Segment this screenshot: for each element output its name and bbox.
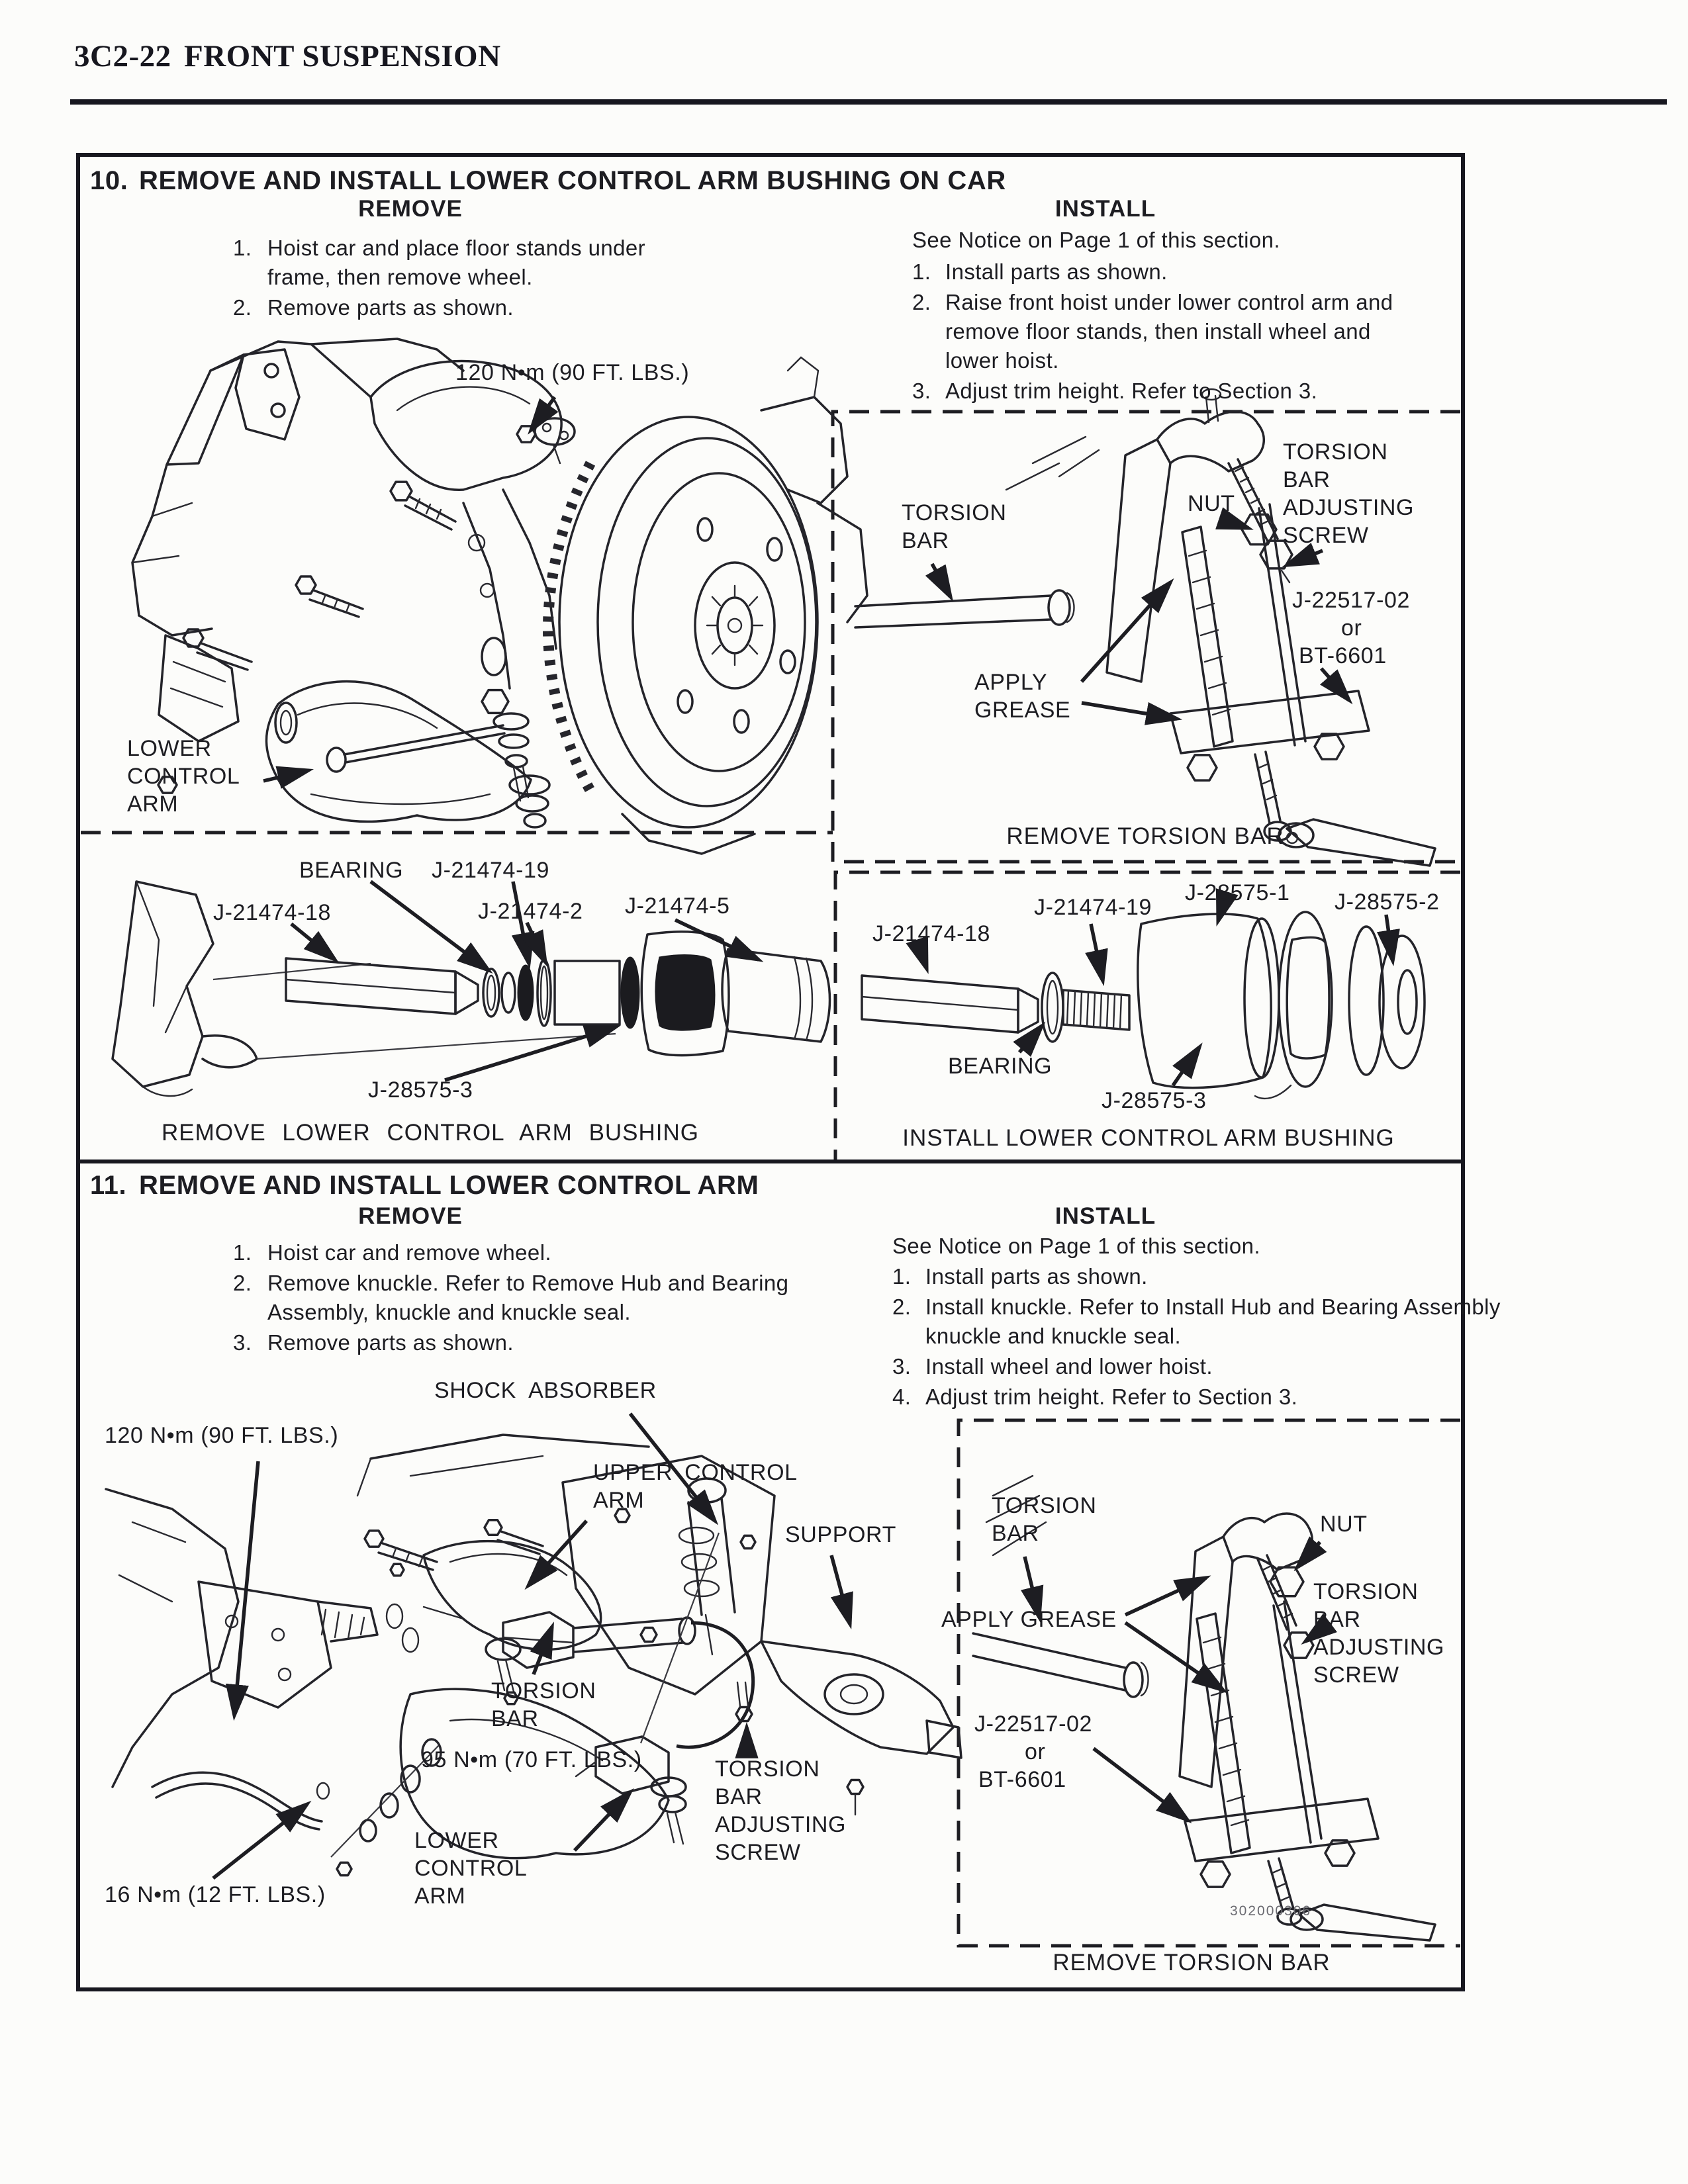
step-line: Hoist car and place floor stands under: [267, 236, 646, 260]
label-support: SUPPORT: [785, 1522, 896, 1547]
install-notice-11: See Notice on Page 1 of this section.: [892, 1234, 1260, 1258]
arrow-bearing-c: [371, 882, 489, 970]
install-notice-10: See Notice on Page 1 of this section.: [912, 228, 1280, 252]
label-bearing-c: BEARING: [299, 858, 404, 883]
label-adjusting-screw-10: SCREW: [1283, 523, 1369, 548]
step-line: Hoist car and remove wheel.: [267, 1240, 551, 1265]
label-adjusting-screw-f: SCREW: [1313, 1662, 1399, 1688]
step-line: Remove parts as shown.: [267, 1330, 514, 1355]
label-apply-grease-10: GREASE: [974, 698, 1071, 723]
label-nut-10: NUT: [1188, 491, 1235, 516]
label-j28575-3-c: J-28575-3: [368, 1077, 473, 1103]
step-number: 2.: [892, 1295, 912, 1319]
label-lower-control-arm-10: ARM: [127, 792, 179, 817]
label-torque-120-11: 120 N•m (90 FT. LBS.): [105, 1423, 339, 1448]
arrow-j28575-3-c: [445, 1027, 616, 1080]
label-lower-control-arm-10: LOWER: [127, 736, 212, 761]
label-nut-f: NUT: [1320, 1512, 1368, 1537]
label-j21474-2-c: J-21474-2: [478, 899, 583, 924]
arrow-j21474-5-c: [675, 920, 759, 960]
arrow-torque-16: [213, 1804, 307, 1878]
step-line: Install knuckle. Refer to Install Hub and Bearing Assembly: [925, 1295, 1501, 1319]
step-number: 1.: [233, 236, 252, 260]
label-tool-or-f: or: [1025, 1739, 1046, 1764]
arrow-support: [831, 1555, 850, 1624]
arrow-j21474-2-c: [527, 923, 545, 962]
step-line: knuckle and knuckle seal.: [925, 1324, 1182, 1348]
page-code: 3C2-22: [74, 39, 171, 73]
label-apply-grease-f: APPLY GREASE: [941, 1607, 1117, 1632]
section-11-number: 11.: [90, 1171, 127, 1200]
step-number: 1.: [912, 259, 931, 284]
step-line: Adjust trim height. Refer to Section 3.: [925, 1385, 1298, 1409]
arrow-apply-grease-lower-f: [1125, 1623, 1223, 1690]
step-line: Install wheel and lower hoist.: [925, 1354, 1213, 1379]
label-torsion-bar-11: BAR: [491, 1706, 539, 1731]
label-adjusting-screw-10: BAR: [1283, 467, 1331, 492]
step-line: Remove parts as shown.: [267, 295, 514, 320]
install-heading-10: INSTALL: [1055, 196, 1156, 222]
label-adjusting-screw-f: ADJUSTING: [1313, 1635, 1445, 1660]
step-number: 1.: [892, 1264, 912, 1289]
step-number: 1.: [233, 1240, 252, 1265]
label-adjusting-screw-11: ADJUSTING: [715, 1812, 847, 1837]
label-shock-absorber: SHOCK ABSORBER: [434, 1378, 657, 1403]
label-apply-grease-10: APPLY: [974, 670, 1048, 695]
arrow-j21474-18-d: [919, 945, 927, 969]
label-lower-control-arm-11: CONTROL: [414, 1856, 528, 1881]
label-lower-control-arm-10: CONTROL: [127, 764, 240, 789]
arrow-nut-f: [1297, 1542, 1320, 1567]
label-j28575-3-d: J-28575-3: [1102, 1088, 1207, 1113]
label-lower-control-arm-11: ARM: [414, 1884, 466, 1909]
caption-remove-torsion-bar-11: REMOVE TORSION BAR: [1053, 1950, 1331, 1976]
caption-install-bushing: INSTALL LOWER CONTROL ARM BUSHING: [902, 1125, 1395, 1151]
arrow-j21474-19-d: [1091, 924, 1103, 981]
step-line: frame, then remove wheel.: [267, 265, 533, 289]
label-tool-alt-10: BT-6601: [1299, 643, 1387, 668]
page-borders: [70, 99, 1667, 1989]
label-torque-95: 95 N•m (70 FT. LBS.): [421, 1747, 642, 1772]
label-j21474-18-c: J-21474-18: [213, 900, 332, 925]
step-line: lower hoist.: [945, 348, 1059, 373]
label-tool-or-10: or: [1341, 615, 1362, 641]
remove-heading-11: REMOVE: [358, 1203, 463, 1229]
label-upper-control-arm: ARM: [593, 1488, 645, 1513]
label-adjusting-screw-11: SCREW: [715, 1840, 801, 1865]
step-number: 4.: [892, 1385, 912, 1409]
arrow-apply-grease-upper-10: [1082, 582, 1170, 682]
label-adjusting-screw-f: BAR: [1313, 1607, 1361, 1632]
figure-remove-lower-control-arm: [106, 1414, 961, 1878]
page-title: FRONT SUSPENSION: [184, 39, 501, 73]
caption-remove-torsion-bar-10: REMOVE TORSION BAR: [1006, 823, 1284, 849]
figure-number: 302000306: [1230, 1903, 1312, 1919]
label-j21474-5-c: J-21474-5: [625, 893, 730, 919]
arrow-tool-f: [1094, 1749, 1188, 1820]
label-torque-120-10: 120 N•m (90 FT. LBS.): [455, 360, 690, 385]
install-heading-11: INSTALL: [1055, 1203, 1156, 1229]
step-line: Assembly, knuckle and knuckle seal.: [267, 1300, 631, 1324]
label-lower-control-arm-11: LOWER: [414, 1828, 499, 1853]
label-adjusting-screw-11: TORSION: [715, 1756, 820, 1782]
label-torsion-bar-10: TORSION: [902, 500, 1007, 525]
section-10-number: 10.: [90, 166, 128, 195]
label-tool-alt-f: BT-6601: [978, 1767, 1066, 1792]
step-number: 3.: [892, 1354, 912, 1379]
step-number: 3.: [233, 1330, 252, 1355]
label-adjusting-screw-11: BAR: [715, 1784, 763, 1809]
figure-remove-bushing-on-car: [132, 339, 867, 854]
step-line: Remove knuckle. Refer to Remove Hub and Bearing: [267, 1271, 789, 1295]
figure-remove-torsion-bar-11: [973, 1476, 1435, 1940]
label-j28575-1-d: J-28575-1: [1185, 880, 1290, 905]
label-tool-number-10: J-22517-02: [1292, 588, 1411, 613]
remove-heading-10: REMOVE: [358, 196, 463, 222]
arrow-j21474-18-c: [291, 924, 335, 960]
step-line: Raise front hoist under lower control arm and: [945, 290, 1393, 314]
arrow-lower-control-arm-10: [263, 770, 308, 781]
label-torsion-bar-11: TORSION: [491, 1678, 596, 1704]
label-upper-control-arm: UPPER CONTROL: [593, 1460, 798, 1485]
arrow-torsion-bar-10: [932, 564, 951, 597]
label-adjusting-screw-10: ADJUSTING: [1283, 495, 1415, 520]
caption-remove-bushing: REMOVE LOWER CONTROL ARM BUSHING: [161, 1120, 700, 1146]
label-j21474-19-d: J-21474-19: [1034, 895, 1152, 920]
label-adjusting-screw-f: TORSION: [1313, 1579, 1419, 1604]
label-j21474-19-c: J-21474-19: [432, 858, 550, 883]
label-j21474-18-d: J-21474-18: [872, 921, 991, 946]
step-number: 3.: [912, 379, 931, 403]
step-number: 2.: [233, 1271, 252, 1295]
arrow-lower-control-arm-11: [575, 1792, 630, 1850]
step-number: 2.: [233, 295, 252, 320]
arrow-apply-grease-upper-f: [1125, 1578, 1206, 1615]
section-11-title: REMOVE AND INSTALL LOWER CONTROL ARM: [139, 1171, 759, 1200]
section-10-title: REMOVE AND INSTALL LOWER CONTROL ARM BUSHING ON CAR: [139, 166, 1006, 195]
step-line: remove floor stands, then install wheel and: [945, 319, 1371, 343]
label-torsion-bar-f: BAR: [992, 1521, 1039, 1546]
step-line: Adjust trim height. Refer to Section 3.: [945, 379, 1318, 403]
step-line: Install parts as shown.: [945, 259, 1168, 284]
label-adjusting-screw-10: TORSION: [1283, 439, 1388, 465]
step-line: Install parts as shown.: [925, 1264, 1148, 1289]
label-j28575-2-d: J-28575-2: [1335, 889, 1440, 915]
arrow-apply-grease-lower-10: [1082, 703, 1177, 719]
label-tool-number-f: J-22517-02: [974, 1711, 1093, 1737]
arrow-j28575-3-d: [1173, 1047, 1199, 1085]
label-bearing-d: BEARING: [948, 1054, 1053, 1079]
label-torsion-bar-f: TORSION: [992, 1493, 1097, 1518]
step-number: 2.: [912, 290, 931, 314]
label-torsion-bar-10: BAR: [902, 528, 949, 553]
label-torque-16: 16 N•m (12 FT. LBS.): [105, 1882, 326, 1907]
arrow-j28575-1-d: [1218, 904, 1223, 921]
